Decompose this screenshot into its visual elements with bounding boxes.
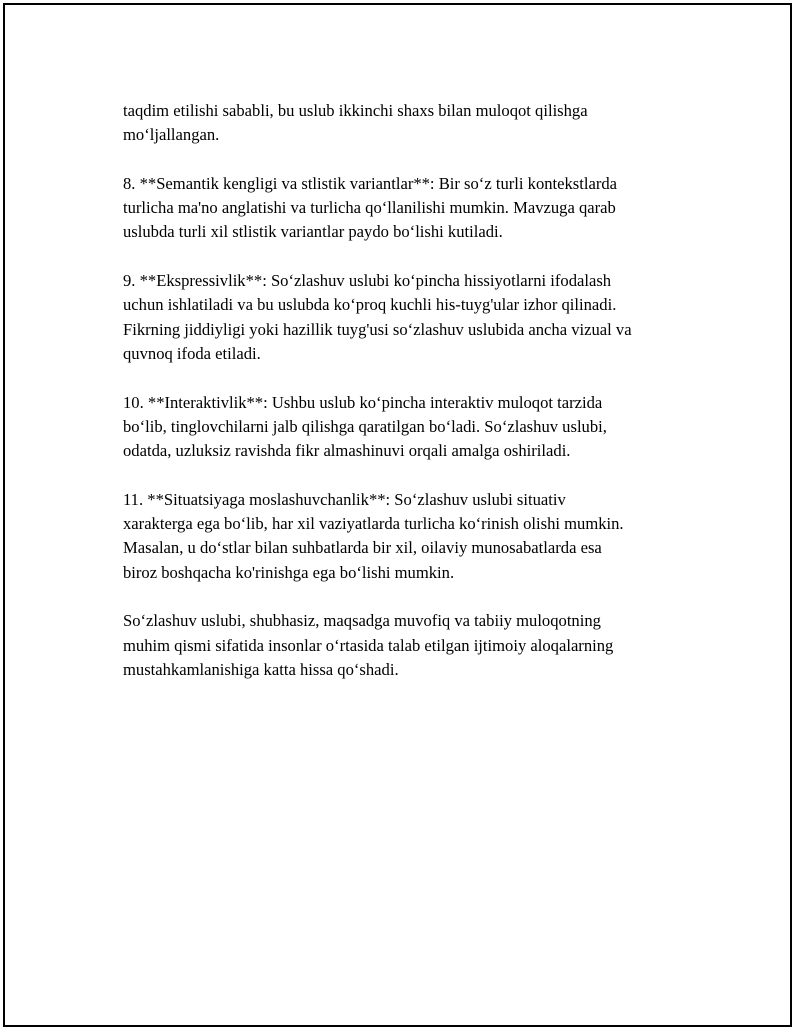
text-line: 10. **Interaktivlik**: Ushbu uslub ko‘pincha interaktiv muloqot tarzida	[123, 392, 603, 412]
paragraph-item-9	[123, 269, 713, 366]
text-line: uslubda turli xil stlistik variantlar paydo bo‘lishi kutiladi.	[123, 222, 503, 242]
text-line: Fikrning jiddiyligi yoki hazillik tuyg'usi so‘zlashuv uslubida ancha vizual va	[123, 319, 632, 339]
paragraph-item-8	[123, 172, 713, 245]
text-line: turlicha ma'no anglatishi va turlicha qo‘llanilishi mumkin. Mavzuga qarab	[123, 198, 616, 218]
text-line: uchun ishlatiladi va bu uslubda ko‘proq kuchli his-tuyg'ular izhor qilinadi.	[123, 295, 617, 315]
text-line: bo‘lib, tinglovchilarni jalb qilishga qaratilgan bo‘ladi. So‘zlashuv uslubi,	[123, 416, 607, 436]
text-line: 9. **Ekspressivlik**: So‘zlashuv uslubi ko‘pincha hissiyotlarni ifodalash	[123, 271, 612, 291]
text-line: biroz boshqacha ko'rinishga ega bo‘lishi mumkin.	[123, 562, 455, 582]
text-line: muhim qismi sifatida insonlar o‘rtasida talab etilgan ijtimoiy aloqalarning	[123, 635, 614, 655]
paragraph-item-10	[123, 391, 713, 464]
text-line: quvnoq ifoda etiladi.	[123, 343, 261, 363]
text-line: 8. **Semantik kengligi va stlistik variantlar**: Bir so‘z turli kontekstlarda	[123, 173, 618, 193]
text-line: xarakterga ega bo‘lib, har xil vaziyatlarda turlicha ko‘rinish olishi mumkin.	[123, 514, 624, 534]
text-line: 11. **Situatsiyaga moslashuvchanlik**: So‘zlashuv uslubi situativ	[123, 489, 566, 509]
paragraph-item-11	[123, 488, 713, 585]
text-line: mustahkamlanishiga katta hissa qo‘shadi.	[123, 659, 399, 679]
text-line: mo‘ljallangan.	[123, 125, 220, 145]
text-line: So‘zlashuv uslubi, shubhasiz, maqsadga muvofiq va tabiiy muloqotning	[123, 611, 601, 631]
paragraph-conclusion	[123, 609, 713, 682]
text-line: odatda, uzluksiz ravishda fikr almashinuvi orqali amalga oshiriladi.	[123, 441, 571, 461]
page-content	[123, 99, 713, 706]
text-line: Masalan, u do‘stlar bilan suhbatlarda bir xil, oilaviy munosabatlarda esa	[123, 538, 602, 558]
page-frame	[3, 3, 792, 1027]
paragraph-intro-continuation	[123, 99, 713, 148]
text-line: taqdim etilishi sababli, bu uslub ikkinchi shaxs bilan muloqot qilishga	[123, 101, 588, 120]
